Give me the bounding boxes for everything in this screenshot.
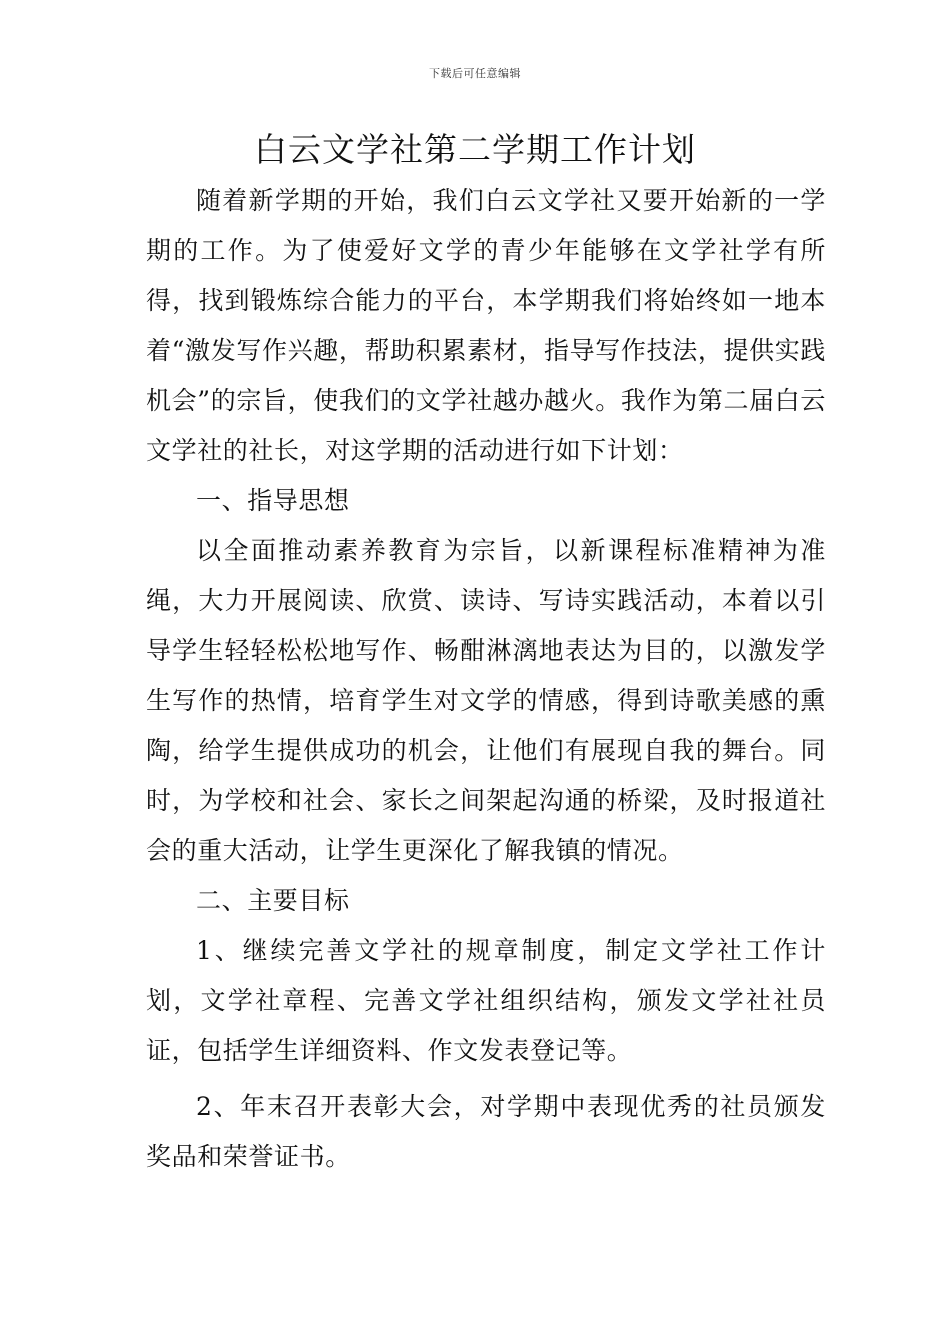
- goal-item-1: 1、继续完善文学社的规章制度，制定文学社工作计划，文学社章程、完善文学社组织结构，颁发文学社社员证，包括学生详细资料、作文发表登记等。: [146, 936, 826, 1065]
- intro-paragraph: 随着新学期的开始，我们白云文学社又要开始新的一学期的工作。为了使爱好文学的青少年能够在文学社学有所得，找到锻炼综合能力的平台，本学期我们将始终如一地本着“激发写作兴趣，帮助积累素材，指导写作技法，提供实践机会”的宗旨，使我们的文学社越办越火。我作为第二届白云文学社的社长，对这学期的活动进行如下计划：: [146, 186, 826, 465]
- document-body: [146, 176, 826, 1182]
- guiding-ideology-paragraph: 以全面推动素养教育为宗旨，以新课程标准精神为准绳，大力开展阅读、欣赏、读诗、写诗实践活动，本着以引导学生轻轻松松地写作、畅酣淋漓地表达为目的，以激发学生写作的热情，培育学生对文学的情感，得到诗歌美感的熏陶，给学生提供成功的机会，让他们有展现自我的舞台。同时，为学校和社会、家长之间架起沟通的桥梁，及时报道社会的重大活动，让学生更深化了解我镇的情况。: [146, 536, 826, 865]
- section-heading-guiding-ideology: 一、指导思想: [196, 486, 350, 515]
- document-title: 白云文学社第二学期工作计划: [254, 130, 696, 169]
- section-heading-main-goals: 二、主要目标: [196, 886, 350, 915]
- goal-item-2: 2、年末召开表彰大会，对学期中表现优秀的社员颁发奖品和荣誉证书。: [146, 1092, 826, 1171]
- header-note: 下载后可任意编辑: [429, 67, 521, 80]
